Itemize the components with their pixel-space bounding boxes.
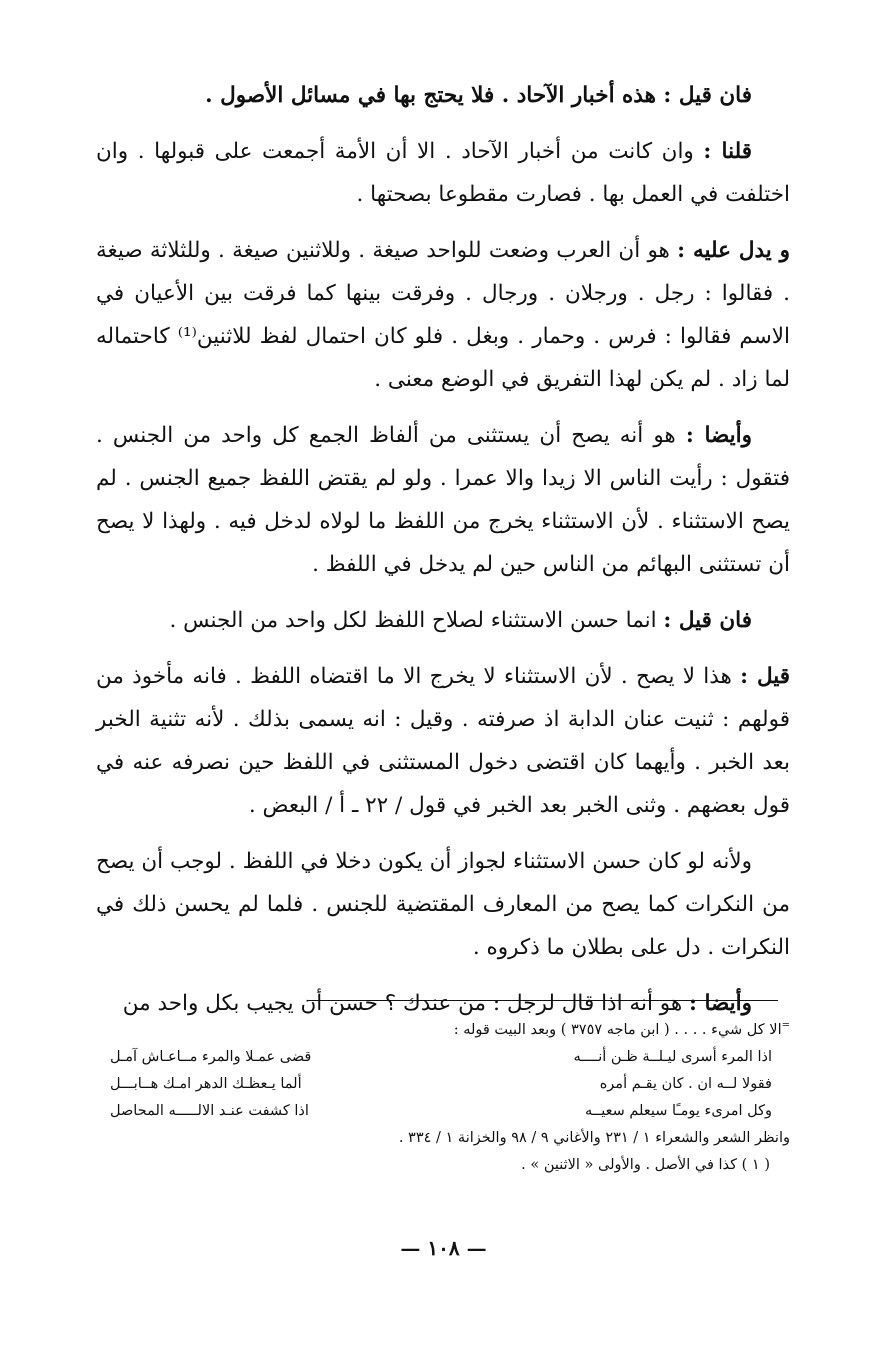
paragraph-text: هو أن العرب وضعت للواحد صيغة . وللاثنين صيغة . وللثلاثة صيغة . فقالوا : رجل . ورجلان . ورجال . وفرقت بينها كما فرقت بين الأعيان في الاسم فقالوا : فرس . وحمار . وبغل . فلو كان احتمال لفظ للاثنين⁽¹⁾ كاحتماله لما زاد . لم يكن لهذا التفريق في الوضع معنى . — [96, 238, 790, 392]
footnote-continuation-mark: = — [781, 1020, 790, 1031]
paragraph-lead: وأيضا : — [685, 423, 752, 448]
footnotes — [96, 1012, 790, 1179]
paragraph-7 — [96, 840, 790, 969]
paragraph-5 — [96, 599, 790, 642]
paragraph-text: انما حسن الاستثناء لصلاح اللفظ لكل واحد من الجنس . — [169, 608, 664, 633]
verse-second-hemistich: اذا كشفت عنـد الالـــــه المحاصل — [110, 1102, 309, 1119]
verse-line — [96, 1071, 790, 1098]
verse-first-hemistich: اذا المرء أسرى ليـلــة ظـن أنــــه — [573, 1048, 772, 1065]
paragraph-lead: و يدل عليه : — [677, 238, 790, 263]
footnote-1: ( ١ ) كذا في الأصل . والأولى « الاثنين » . — [521, 1156, 770, 1173]
paragraph-text: وان كانت من أخبار الآحاد . الا أن الأمة أجمعت على قبولها . وان اختلفت في العمل بها . فصارت مقطوعا بصحتها . — [96, 139, 790, 207]
paragraph-lead: قيل : — [740, 664, 790, 689]
page-number: — ١٠٨ — — [400, 1236, 487, 1260]
verse-line — [96, 1098, 790, 1125]
paragraph-lead: وأيضا : — [689, 991, 752, 1016]
paragraph-3 — [96, 229, 790, 401]
verse-second-hemistich: قضى عمـلا والمرء مــاعـاش آمـل — [110, 1048, 312, 1065]
paragraph-text: ولأنه لو كان حسن الاستثناء لجواز أن يكون دخلا في اللفظ . لوجب أن يصح من النكرات كما يصح من المعارف المقتضية للجنس . فلما لم يحسن ذلك في النكرات . دل على بطلان ما ذكروه . — [96, 849, 790, 960]
footnote-source: وانظر الشعر والشعراء ١ / ٢٣١ والأغاني ٩ / ٩٨ والخزانة ١ / ٣٣٤ . — [398, 1129, 790, 1146]
paragraph-1 — [96, 74, 790, 117]
main-text — [96, 74, 790, 1038]
paragraph-text: هذا لا يصح . لأن الاستثناء لا يخرج الا ما اقتضاه اللفظ . فانه مأخوذ من قولهم : ثنيت عنان الدابة اذ صرفته . وقيل : انه يسمى بذلك . لأنه تثنية الخبر بعد الخبر . وأيهما كان اقتضى دخول المستثنى في اللفظ حين نصرفه عنه في قول بعضهم . وثنى الخبر بعد الخبر في قول / ٢٢ ـ أ / البعض . — [96, 664, 790, 818]
paragraph-6 — [96, 655, 790, 827]
paragraph-2 — [96, 130, 790, 216]
paragraph-lead: قلنا : — [703, 139, 752, 164]
paragraph-text: هذه أخبار الآحاد . فلا يحتج بها في مسائل الأصول . — [205, 83, 664, 108]
verse-second-hemistich: ألما يـعظـك الدهر امـك هــابـــل — [110, 1075, 302, 1092]
verse-first-hemistich: وكل امرىء يومـًا سيعلم سعيــه — [584, 1102, 772, 1119]
verse-line — [96, 1044, 790, 1071]
paragraph-lead: فان قيل : — [663, 83, 752, 108]
verse-first-hemistich: فقولا لــه ان . كان يقـم أمره — [599, 1075, 772, 1092]
paragraph-lead: فان قيل : — [663, 608, 752, 633]
footnote-intro-text: الا كل شيء . . . . ( ابن ماجه ٣٧٥٧ ) وبعد البيت قوله : — [453, 1021, 782, 1038]
paragraph-text: هو أنه يصح أن يستثنى من ألفاظ الجمع كل واحد من الجنس . فتقول : رأيت الناس الا زيدا والا عمرا . ولو لم يقتض اللفظ جميع الجنس . لم يصح الاستثناء . لأن الاستثناء يخرج من اللفظ ما لولاه لدخل فيه . ولهذا لا يصح أن تستثنى البهائم من الناس حين لم يدخل في اللفظ . — [96, 423, 790, 577]
paragraph-text: هو أنه اذا قال لرجل : من عندك ؟ حسن أن يجيب بكل واحد من — [122, 991, 690, 1016]
footnote-intro — [96, 1012, 790, 1044]
footnote-divider — [308, 1000, 778, 1001]
paragraph-4 — [96, 414, 790, 586]
